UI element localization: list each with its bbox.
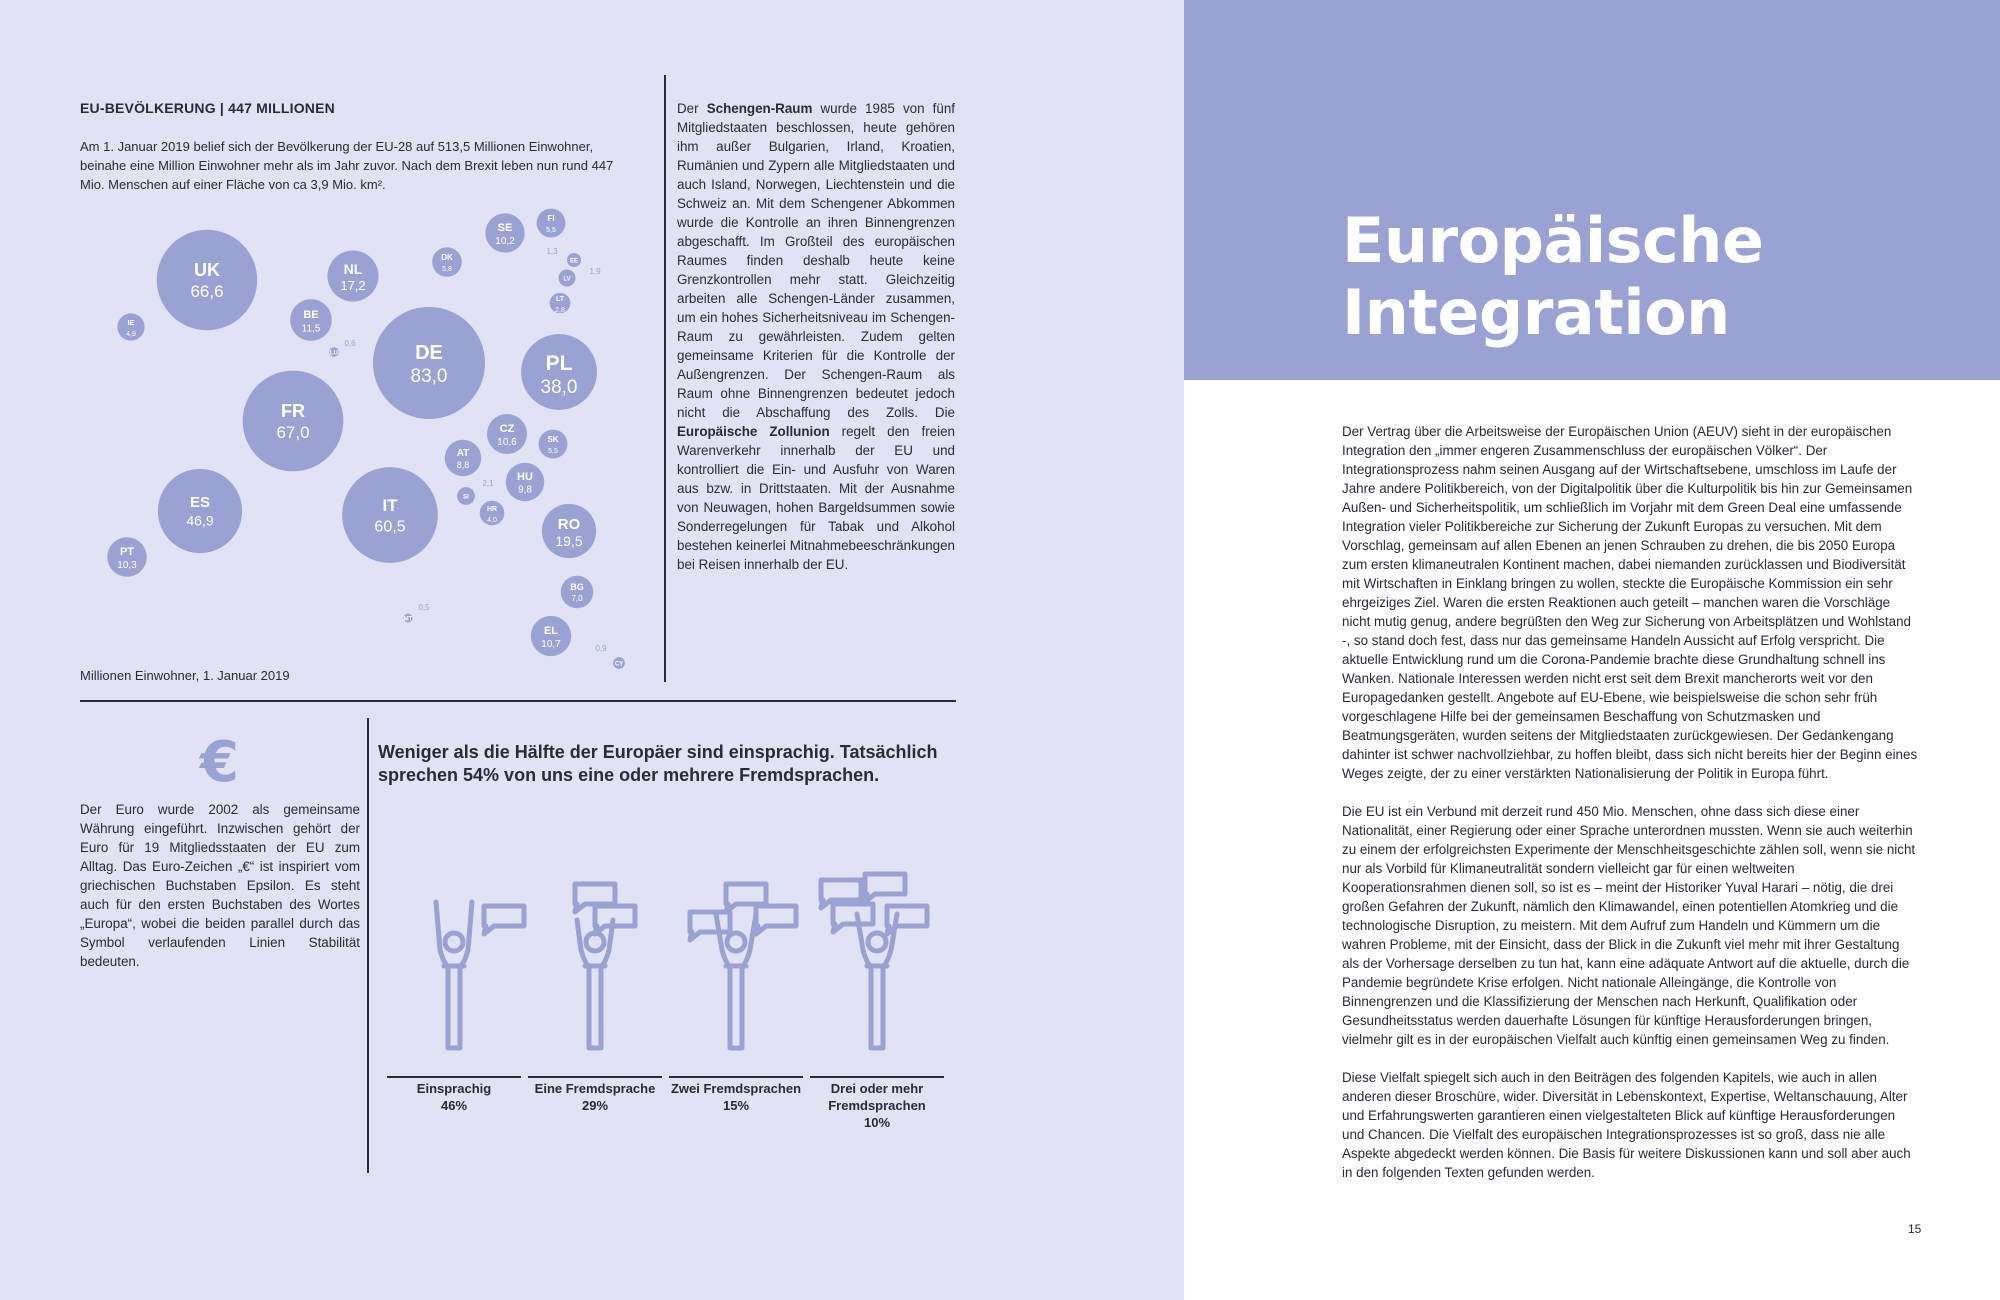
- population-bubble-chart: [0, 190, 660, 670]
- lower-column-divider: [367, 718, 369, 1173]
- bubble-label-dk: DK: [441, 253, 453, 262]
- rule-monolingual: [387, 1076, 521, 1078]
- bubble-fr: [243, 371, 344, 472]
- speech-bubble-icon: [484, 906, 524, 934]
- bubble-label-at: AT: [456, 448, 470, 459]
- group-label: Drei oder mehr Fremdsprachen: [828, 1081, 926, 1113]
- paragraph: Die EU ist ein Verbund mit derzeit rund 450 Mio. Menschen, ohne dass sich diese einer Nationalität, einer Regierung oder einer Sprache unterordnen mussten. Wenn sie auch weiterhin zu einem der erfolgreichsten Experimente der Menschheitsgeschichte zählen soll, wenn sie nicht nur als Vorbild für Klimaneutralität sondern vielleicht gar für einen weltweiten Kooperationsrahmen dienen soll, so ist es – meint der Historiker Yuval Harari – nötig, die drei großen Gefahren der Zukunft, nämlich den Klimawandel, einen potentiellen Atomkrieg und die technologische Disruption, zu meistern. Mit dem Aufruf zum Handeln und Kümmern um die wahren Probleme, mit der Einsicht, dass der Blick in die Zukunft viel mehr mit ihrer Gestaltung als der Vorhersage derselben zu tun hat, kann eine adäquate Antwort auf die aktuelle, durch die Pandemie begründete Krise erfolgen. Nicht nationale Alleingänge, die Kontrolle von Binnengrenzen und die Klassifizierung der Menschen nach Herkunft, Qualifikation oder Gesundheitsstatus werden dauerhafte Lösungen für künftige Herausforderungen bringen, vielmehr gilt es in der europäischen Vielfalt auch künftig einen gemeinsamen Weg zu finden.: [1342, 804, 1916, 1047]
- person-three-languages-icon: [821, 874, 927, 1048]
- bubble-label-fi: FI: [547, 214, 555, 223]
- bubble-value-se: 10,2: [495, 235, 515, 247]
- bubble-value-de: 83,0: [410, 366, 448, 388]
- bubble-uk: [157, 230, 257, 330]
- bubble-value-cz: 10,6: [497, 437, 517, 449]
- group-one-language: [528, 1080, 662, 1114]
- population-intro: Am 1. Januar 2019 belief sich der Bevölkerung der EU-28 auf 513,5 Millionen Einwohner, beinahe eine Million Einwohner mehr als im Jahr zuvor. Nach dem Brexit leben nun rund 447 Mio. Menschen auf einer Fläche von ca 3,9 Mio. km².: [80, 139, 614, 192]
- rule-three-languages: [810, 1076, 944, 1078]
- bubble-value-cy: 0,9: [595, 644, 607, 653]
- page-title-line1: Europäische: [1342, 204, 1764, 277]
- rule-one-language: [528, 1076, 662, 1078]
- bubble-label-ie: IE: [127, 320, 135, 327]
- bubble-label-lu: LU: [330, 350, 338, 357]
- group-three-languages: [810, 1080, 944, 1131]
- group-label: Einsprachig: [416, 1081, 492, 1096]
- bubble-value-fi: 5,5: [546, 227, 556, 234]
- group-label: Eine Fremdsprache: [534, 1081, 656, 1096]
- languages-illustration: [380, 860, 960, 1060]
- bubble-label-nl: NL: [343, 261, 363, 277]
- bubble-value-hr: 4,0: [487, 517, 497, 524]
- bubble-value-pt: 10,3: [117, 559, 137, 571]
- person-monolingual-icon: [436, 902, 524, 1048]
- euro-icon: €: [200, 730, 239, 795]
- page-title-line2: Integration: [1342, 276, 1730, 349]
- chart-caption: Millionen Einwohner, 1. Januar 2019: [80, 668, 290, 683]
- bubble-value-mt: 0,5: [418, 603, 430, 612]
- bubble-value-nl: 17,2: [340, 278, 366, 294]
- schengen-text: Der Schengen-Raum wurde 1985 von fünf Mitgliedstaaten beschlossen, heute gehören ihm außer Bulgarien, Irland, Kroatien, Rumänien und Zypern alle Mitgliedstaaten und auch Island, Norwegen, Liechtenstein und die Schweiz an. Mit dem Schengener Abkommen wurde die Kontrolle an ihren Binnengrenzen abgeschafft. Im Großteil des europäischen Raumes finden deshalb heute keine Grenzkontrollen mehr statt. Gleichzeitig arbeiten alle Schengen-Länder zusammen, um ein hohes Sicherheitsniveau im Schengen-Raum zu gewährleisten. Zudem gelten gemeinsame Kriterien für die Kontrolle der Außengrenzen. Der Schengen-Raum als Raum ohne Binnengrenzen bedeutet jedoch nicht die Abschaffung des Zolls. Die Europäische Zollunion regelt den freien Warenverkehr innerhalb der EU und kontrolliert die Ein- und Ausfuhr von Waren aus bzw. in Drittstaaten. Mit der Ausnahme von Neuwagen, hohen Bargeldsummen sowie Sonderregelungen für Tabak und Alkohol bestehen keinerlei Mitnahmebeeschränkungen bei Reisen innerhalb der EU.: [677, 101, 955, 572]
- bubble-value-lv: 1,9: [589, 267, 601, 276]
- bubble-label-ro: RO: [557, 516, 581, 533]
- bubble-value-uk: 66,6: [190, 282, 224, 302]
- languages-title: Weniger als die Hälfte der Europäer sind einsprachig. Tatsächlich sprechen 54% von uns eine oder mehrere Fremdsprachen.: [378, 742, 938, 785]
- bubble-label-es: ES: [189, 494, 211, 511]
- customs-union-term: Europäische Zollunion: [677, 424, 830, 439]
- bubble-label-be: BE: [303, 309, 319, 321]
- bubble-value-es: 46,9: [186, 512, 214, 529]
- page-title: [1342, 205, 1763, 349]
- bubble-value-lu: 0,6: [344, 339, 356, 348]
- bubble-label-it: IT: [382, 496, 398, 515]
- bubble-value-el: 10,7: [541, 639, 561, 651]
- bubble-value-ee: 1,3: [546, 247, 558, 256]
- bubble-value-lt: 2,8: [555, 307, 565, 314]
- bubble-label-pl: PL: [545, 352, 573, 375]
- bubble-label-hu: HU: [517, 471, 533, 483]
- person-one-language-icon: [575, 884, 635, 1048]
- bubble-value-hu: 9,8: [518, 484, 532, 496]
- bubble-value-si: 2,1: [482, 479, 494, 488]
- bubble-label-mt: MT: [403, 616, 413, 623]
- column-divider: [664, 75, 666, 682]
- rule-two-languages: [669, 1076, 803, 1078]
- bubble-value-bg: 7,0: [571, 594, 583, 603]
- bubble-label-pt: PT: [119, 546, 135, 558]
- euro-text: Der Euro wurde 2002 als gemeinsame Währung eingeführt. Inzwischen gehört der Euro für 19 Mitgliedsstaaten der EU zum Alltag. Das Euro-Zeichen „€“ ist inspiriert vom griechischen Buchstaben Epsilon. Es steht auch für den ersten Buchstaben des Wortes „Europa“, wobei die beiden parallel durch das Symbol verlaufenden Linien Stabilität bedeuten.: [80, 802, 360, 969]
- bubble-label-ee: EE: [569, 258, 579, 265]
- group-two-languages: [669, 1080, 803, 1114]
- bubble-value-it: 60,5: [374, 518, 406, 536]
- integration-body: [1342, 422, 1918, 1201]
- group-value: 10%: [863, 1115, 891, 1130]
- bubble-label-el: EL: [543, 625, 559, 637]
- schengen-term: Schengen-Raum: [706, 101, 813, 116]
- speech-bubble-icon: [690, 912, 730, 940]
- bubble-label-de: DE: [415, 342, 443, 364]
- bubble-bg: [561, 576, 594, 609]
- group-monolingual: [387, 1080, 521, 1114]
- person-two-languages-icon: [690, 884, 796, 1048]
- group-label: Zwei Fremdsprachen: [670, 1081, 802, 1096]
- section-divider: [80, 700, 956, 702]
- population-title: EU-BEVÖLKERUNG | 447 MILLIONEN: [80, 100, 335, 116]
- bubble-it: [342, 467, 438, 563]
- bubble-label-uk: UK: [194, 260, 220, 280]
- group-value: 29%: [581, 1098, 609, 1113]
- bubble-value-at: 8,8: [456, 460, 470, 471]
- bubble-label-cy: CY: [614, 661, 624, 668]
- bubble-label-si: SI: [463, 494, 469, 501]
- speech-bubble-icon: [887, 906, 927, 934]
- bubble-label-lv: LV: [563, 276, 571, 283]
- bubble-label-se: SE: [497, 222, 513, 234]
- bubble-value-sk: 5,5: [548, 448, 558, 455]
- bubble-label-bg: BG: [570, 582, 584, 592]
- group-value: 46%: [440, 1098, 468, 1113]
- bubble-value-ie: 4,9: [126, 331, 136, 338]
- bubble-label-cz: CZ: [499, 423, 515, 435]
- bubble-value-pl: 38,0: [540, 376, 578, 398]
- bubble-es: [158, 469, 242, 553]
- bubble-value-fr: 67,0: [276, 423, 310, 443]
- bubble-label-hr: HR: [486, 506, 498, 513]
- bubble-label-sk: SK: [547, 435, 559, 444]
- bubble-label-fr: FR: [281, 401, 305, 421]
- paragraph: Der Vertrag über die Arbeitsweise der Europäischen Union (AEUV) sieht in der europäischen Integration den „immer engeren Zusammenschluss der europäischen Völker“. Der Integrationsprozess nahm seinen Ausgang auf der Wirtschaftsebene, umschloss im Laufe der Jahre andere Politikbereich, von der Digitalpolitik über die Kulturpolitik bis hin zur Gemeinsamen Außen- und Sicherheitspolitik, um schließlich im Vorjahr mit dem Green Deal eine umfassende Integration vieler Politikbereiche zur Sicherung der Zukunft Europas zu versuchen. Mit dem Vorschlag, gemeinsam auf allen Ebenen an jenen Schrauben zu drehen, die bis 2050 Europa zum ersten klimaneutralen Kontinent machen, dabei niemanden zurücklassen und Biodiversität mit Wirtschaften in Einklang bringen zu wollen, steckte die Europäische Kommission ein sehr ehrgeiziges Ziel. Waren die ersten Reaktionen auch geteilt – manchen waren die Vorschläge nicht mutig genug, andere begrüßten den Weg zur Sicherung von Arbeitsplätzen und Wohlstand -, so stand doch fest, dass nur das gemeinsame Handeln Aussicht auf Erfolg verspricht. Die aktuelle Entwicklung rund um die Corona-Pandemie brachte diese Grundhaltung schnell ins Wanken. Nationale Interessen werden nicht erst seit dem Brexit mancherorts weit vor den Europagedanken gestellt. Angebote auf EU-Ebene, wie beispielsweise die schon sehr früh vorgeschlagene Hilfe bei der gemeinsamen Beschaffung von Schutzmasken und Beatmungsgeräten, wurden seitens der Mitgliedstaaten zurückgewiesen. Der Gedankengang dahinter ist schwer nachvollziehbar, zu hoffen bleibt, dass sich nicht bereits hier der Beginn eines Weges zeigte, der zu einer verstärkten Nationalisierung der Politik in Europa führt.: [1342, 424, 1918, 781]
- bubble-value-be: 11,5: [301, 323, 321, 335]
- bubble-value-ro: 19,5: [555, 532, 583, 549]
- page-number: 15: [1908, 1222, 1922, 1236]
- group-value: 15%: [722, 1098, 750, 1113]
- bubble-value-dk: 5,8: [442, 266, 452, 273]
- speech-bubble-icon: [865, 874, 905, 902]
- speech-bubble-icon: [756, 906, 796, 934]
- speech-bubble-icon: [833, 904, 873, 932]
- bubble-label-lt: LT: [555, 296, 565, 303]
- paragraph: Diese Vielfalt spiegelt sich auch in den Beiträgen des folgenden Kapitels, wie auch in allen anderen dieser Broschüre, wider. Diversität in Lebenskontext, Expertise, Weltanschauung, Alter und Erfahrungswerten garantieren einen vielgestalteten Blick auf künftige Herausforderungen und Chancen. Die Vielfalt des europäischen Integrationsprozesses ist so groß, dass nie alle Aspekte abgedeckt werden können. Die Basis für weitere Diskussionen kann und soll aber auch in den folgenden Texten gefunden werden.: [1342, 1070, 1911, 1180]
